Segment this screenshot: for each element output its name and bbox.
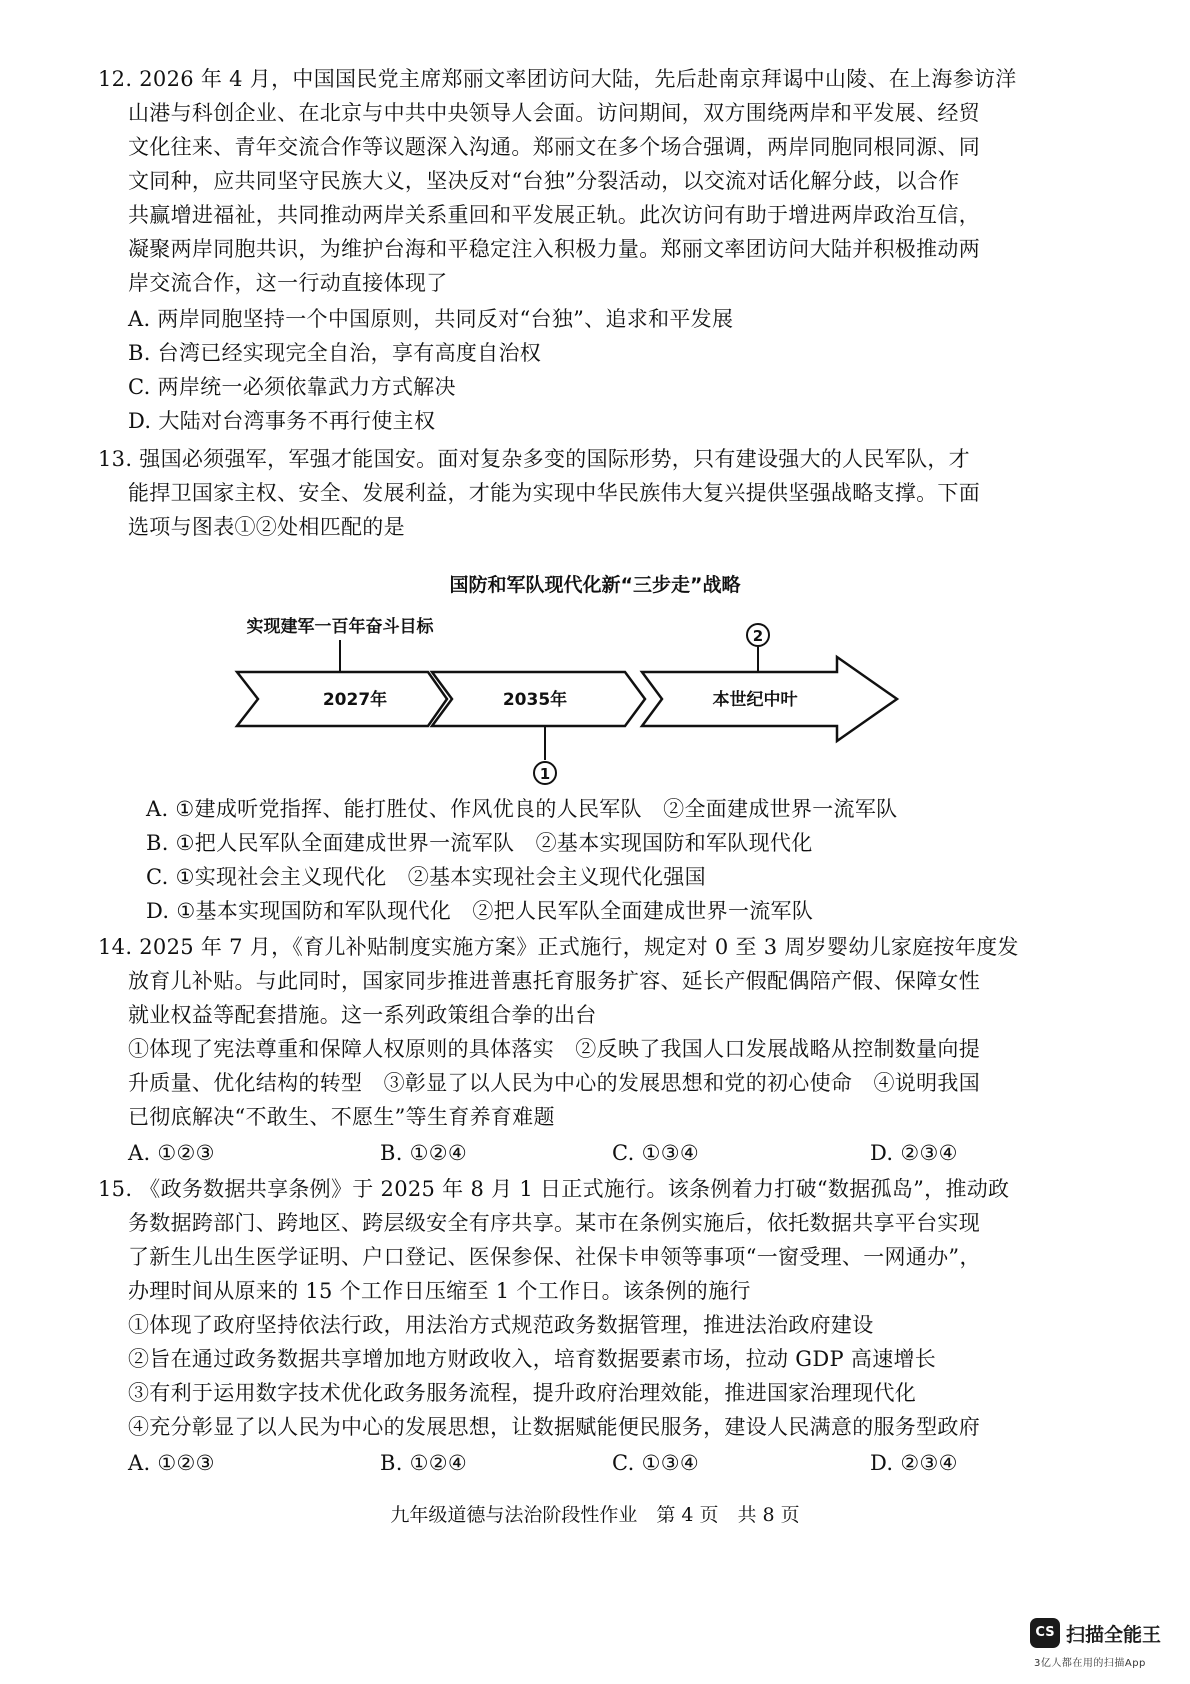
marker-1: 1 <box>539 765 551 783</box>
q15-option-d: D. ②③④ <box>870 1451 958 1475</box>
q15-option-c: C. ①③④ <box>612 1451 699 1475</box>
q15-line: ④充分彰显了以人民为中心的发展思想，让数据赋能便民服务，建设人民满意的服务型政府 <box>128 1415 980 1439</box>
diagram-title: 国防和军队现代化新“三步走”战略 <box>449 574 741 596</box>
q12-line: 12. 2026 年 4 月，中国国民党主席郑丽文率团访问大陆，先后赴南京拜谒中山陵、在上海参访洋 <box>98 67 1017 91</box>
q15-line: ②旨在通过政务数据共享增加地方财政收入，培育数据要素市场，拉动 GDP 高速增长 <box>128 1347 937 1371</box>
q15-option-b: B. ①②④ <box>380 1451 468 1475</box>
q12-line: 岸交流合作，这一行动直接体现了 <box>128 271 448 295</box>
q13-line: 能捍卫国家主权、安全、发展利益，才能为实现中华民族伟大复兴提供坚强战略支撑。下面 <box>128 481 980 505</box>
watermark-name: 扫描全能王 <box>1066 1624 1162 1646</box>
q12-line: 文化往来、青年交流合作等议题深入沟通。郑丽文在多个场合强调，两岸同胞同根同源、同 <box>128 135 980 159</box>
arrow-2035-label: 2035年 <box>502 690 568 710</box>
q15-options <box>0 1446 1190 1480</box>
q13-option-a: A. ①建成听党指挥、能打胜仗、作风优良的人民军队 ②全面建成世界一流军队 <box>146 797 898 821</box>
q12-option-a: A. 两岸同胞坚持一个中国原则，共同反对“台独”、追求和平发展 <box>128 307 734 331</box>
q15-line: 务数据跨部门、跨地区、跨层级安全有序共享。某市在条例实施后，依托数据共享平台实现 <box>128 1211 980 1235</box>
q14-option-d: D. ②③④ <box>870 1141 958 1165</box>
q12-line: 凝聚两岸同胞共识，为维护台海和平稳定注入积极力量。郑丽文率团访问大陆并积极推动两 <box>128 237 980 261</box>
arrow-mid-century-label: 本世纪中叶 <box>712 690 798 710</box>
q14-option-b: B. ①②④ <box>380 1141 468 1165</box>
q14-line: ①体现了宪法尊重和保障人权原则的具体落实 ②反映了我国人口发展战略从控制数量向提 <box>128 1037 980 1061</box>
q15-line: 15. 《政务数据共享条例》于 2025 年 8 月 1 日正式施行。该条例着力打破“数据孤岛”，推动政 <box>98 1177 1010 1201</box>
q15-line: 办理时间从原来的 15 个工作日压缩至 1 个工作日。该条例的施行 <box>128 1279 751 1303</box>
q13-line: 选项与图表①②处相匹配的是 <box>128 515 405 539</box>
callout-top-label: 实现建军一百年奋斗目标 <box>246 617 434 637</box>
q15-line: ③有利于运用数字技术优化政务服务流程，提升政府治理效能，推进国家治理现代化 <box>128 1381 917 1405</box>
cs-logo-icon: CS <box>1030 1618 1060 1648</box>
q14-line: 14. 2025 年 7 月，《育儿补贴制度实施方案》正式施行，规定对 0 至 3 周岁婴幼儿家庭按年度发 <box>98 935 1019 959</box>
watermark-tagline: 3亿人都在用的扫描App <box>1034 1658 1146 1669</box>
arrow-2027-label: 2027年 <box>322 690 388 710</box>
q12-line: 共赢增进福祉，共同推动两岸关系重回和平发展正轨。此次访问有助于增进两岸政治互信， <box>128 203 980 227</box>
q12-line: 山港与科创企业、在北京与中共中央领导人会面。访问期间，双方围绕两岸和平发展、经贸 <box>128 101 980 125</box>
q13-option-c: C. ①实现社会主义现代化 ②基本实现社会主义现代化强国 <box>146 865 706 889</box>
q13-option-d: D. ①基本实现国防和军队现代化 ②把人民军队全面建成世界一流军队 <box>146 899 814 923</box>
marker-2: 2 <box>752 627 764 645</box>
q14-option-a: A. ①②③ <box>128 1141 215 1165</box>
q14-line: 已彻底解决“不敢生、不愿生”等生育养育难题 <box>128 1105 555 1129</box>
q12-line: 文同种，应共同坚守民族大义，坚决反对“台独”分裂活动，以交流对话化解分歧，以合作 <box>128 169 960 193</box>
q14-line: 就业权益等配套措施。这一系列政策组合拳的出台 <box>128 1003 597 1027</box>
q13-option-b: B. ①把人民军队全面建成世界一流军队 ②基本实现国防和军队现代化 <box>146 831 813 855</box>
q14-options <box>0 1136 1190 1170</box>
three-step-diagram <box>0 600 1190 800</box>
q15-option-a: A. ①②③ <box>128 1451 215 1475</box>
q14-option-c: C. ①③④ <box>612 1141 699 1165</box>
q12-option-c: C. 两岸统一必须依靠武力方式解决 <box>128 375 456 399</box>
q14-line: 放育儿补贴。与此同时，国家同步推进普惠托育服务扩容、延长产假配偶陪产假、保障女性 <box>128 969 980 993</box>
q15-line: 了新生儿出生医学证明、户口登记、医保参保、社保卡申领等事项“一窗受理、一网通办”， <box>128 1245 981 1269</box>
q14-line: 升质量、优化结构的转型 ③彰显了以人民为中心的发展思想和党的初心使命 ④说明我国 <box>128 1071 980 1095</box>
q12-option-d: D. 大陆对台湾事务不再行使主权 <box>128 409 436 433</box>
scanner-watermark <box>1030 1618 1180 1672</box>
q13-line: 13. 强国必须强军，军强才能国安。面对复杂多变的国际形势，只有建设强大的人民军队，才 <box>98 447 970 471</box>
q15-line: ①体现了政府坚持依法行政，用法治方式规范政务数据管理，推进法治政府建设 <box>128 1313 874 1337</box>
page-footer: 九年级道德与法治阶段性作业 第 4 页 共 8 页 <box>390 1504 800 1526</box>
q12-option-b: B. 台湾已经实现完全自治，享有高度自治权 <box>128 341 542 365</box>
